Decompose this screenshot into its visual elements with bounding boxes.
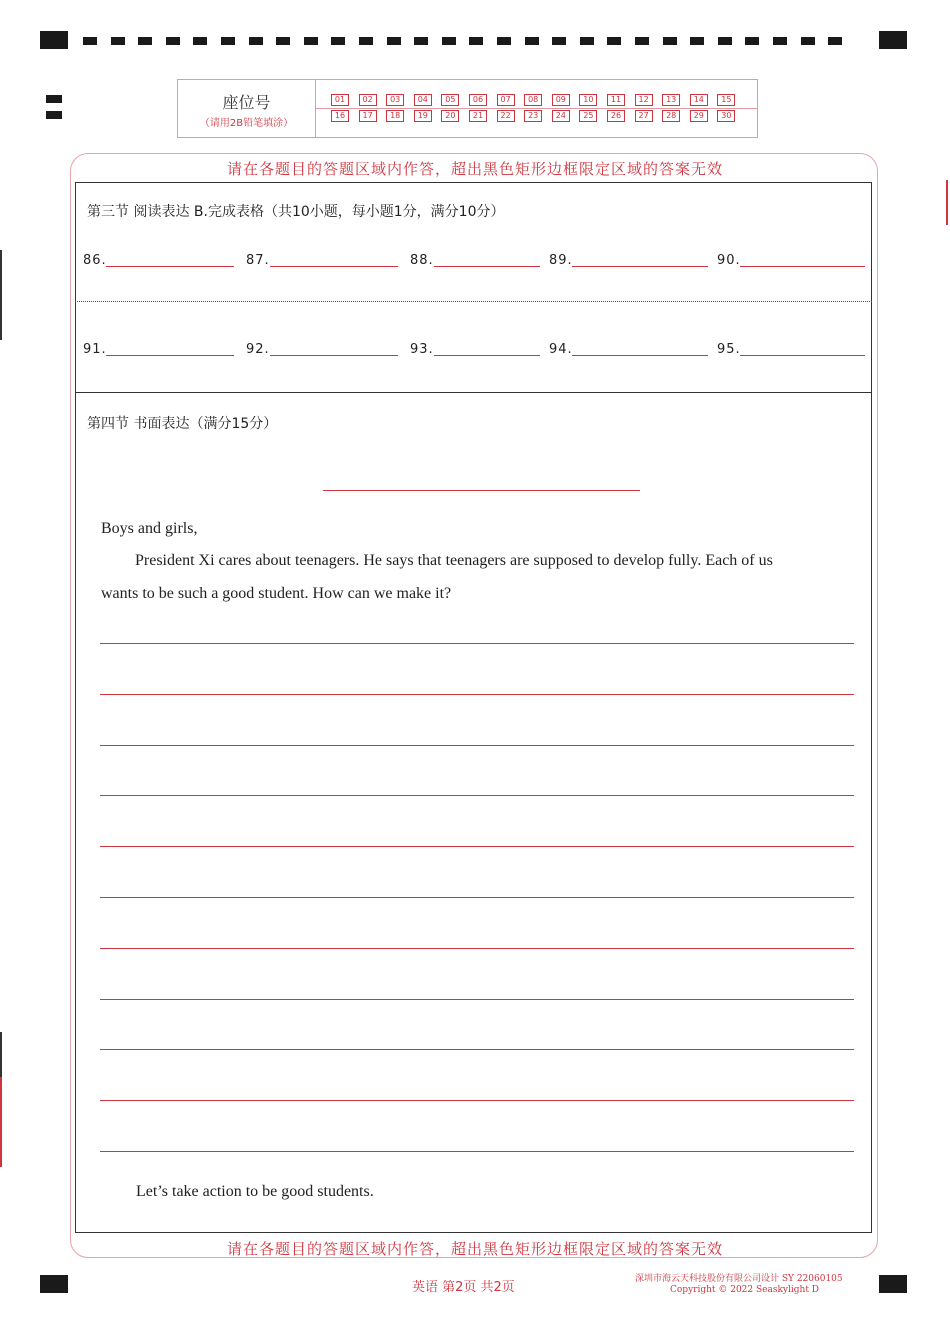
timing-mark	[663, 37, 677, 45]
timing-mark	[193, 37, 207, 45]
seat-bubble-07[interactable]: 07	[497, 94, 515, 106]
timing-mark	[497, 37, 511, 45]
seat-bubble-22[interactable]: 22	[497, 110, 515, 122]
seat-number-box	[177, 79, 758, 138]
answer-blank-93[interactable]	[434, 355, 540, 356]
timing-mark	[166, 37, 180, 45]
seat-bubble-12[interactable]: 12	[635, 94, 653, 106]
seat-bubble-26[interactable]: 26	[607, 110, 625, 122]
timing-mark	[276, 37, 290, 45]
essay-paragraph-line1: President Xi cares about teenagers. He says that teenagers are supposed to develop fully. Each of us	[135, 552, 773, 569]
answer-number-87: 87.	[246, 253, 270, 268]
seat-bubble-04[interactable]: 04	[414, 94, 432, 106]
seat-bubble-25[interactable]: 25	[579, 110, 597, 122]
writing-line[interactable]	[100, 1049, 854, 1050]
seat-bubble-27[interactable]: 27	[635, 110, 653, 122]
corner-marker-bottom-left	[40, 1275, 68, 1293]
answer-number-86: 86.	[83, 253, 107, 268]
seat-bubble-30[interactable]: 30	[717, 110, 735, 122]
left-edge-bar-1	[0, 250, 2, 340]
answer-blank-88[interactable]	[434, 266, 540, 267]
row-divider-dotted	[75, 301, 872, 302]
answer-number-88: 88.	[410, 253, 434, 268]
seat-bubble-16[interactable]: 16	[331, 110, 349, 122]
seat-bubble-09[interactable]: 09	[552, 94, 570, 106]
answer-number-92: 92.	[246, 342, 270, 357]
seat-bubble-06[interactable]: 06	[469, 94, 487, 106]
seat-bubble-19[interactable]: 19	[414, 110, 432, 122]
writing-line[interactable]	[100, 643, 854, 644]
seat-bubble-15[interactable]: 15	[717, 94, 735, 106]
right-edge-bar	[946, 180, 948, 225]
warning-bottom: 请在各题目的答题区域内作答，超出黑色矩形边框限定区域的答案无效	[226, 1240, 723, 1258]
answer-blank-92[interactable]	[270, 355, 398, 356]
seat-bubble-13[interactable]: 13	[662, 94, 680, 106]
essay-title-blank[interactable]	[323, 490, 640, 491]
seat-bubble-08[interactable]: 08	[524, 94, 542, 106]
writing-line[interactable]	[100, 999, 854, 1000]
timing-mark	[580, 37, 594, 45]
seat-bubble-21[interactable]: 21	[469, 110, 487, 122]
credit-line-1: 深圳市海云天科技股份有限公司设计 SY 22060105	[635, 1274, 843, 1284]
writing-line[interactable]	[100, 897, 854, 898]
seat-bubble-23[interactable]: 23	[524, 110, 542, 122]
seat-bubble-28[interactable]: 28	[662, 110, 680, 122]
timing-mark	[331, 37, 345, 45]
seat-note: （请用2B铅笔填涂）	[199, 118, 294, 129]
corner-marker-bottom-right	[879, 1275, 907, 1293]
answer-number-89: 89.	[549, 253, 573, 268]
timing-mark	[828, 37, 842, 45]
answer-blank-89[interactable]	[572, 266, 708, 267]
essay-closing: Let’s take action to be good students.	[136, 1183, 374, 1200]
timing-mark	[801, 37, 815, 45]
seat-bubble-29[interactable]: 29	[690, 110, 708, 122]
timing-mark	[690, 37, 704, 45]
seat-bubble-01[interactable]: 01	[331, 94, 349, 106]
timing-mark	[718, 37, 732, 45]
timing-mark	[304, 37, 318, 45]
essay-paragraph-line2: wants to be such a good student. How can we make it?	[101, 585, 452, 602]
timing-mark	[221, 37, 235, 45]
answer-number-95: 95.	[717, 342, 741, 357]
seat-bubble-18[interactable]: 18	[386, 110, 404, 122]
timing-mark	[552, 37, 566, 45]
writing-line[interactable]	[100, 948, 854, 949]
side-marker-1	[46, 95, 62, 103]
seat-bubble-11[interactable]: 11	[607, 94, 625, 106]
page-label: 英语 第2页 共2页	[412, 1280, 515, 1295]
timing-mark	[635, 37, 649, 45]
answer-blank-94[interactable]	[572, 355, 708, 356]
seat-divider	[315, 108, 757, 109]
seat-bubble-03[interactable]: 03	[386, 94, 404, 106]
answer-blank-90[interactable]	[740, 266, 865, 267]
answer-number-94: 94.	[549, 342, 573, 357]
writing-line[interactable]	[100, 795, 854, 796]
seat-title: 座位号	[222, 93, 271, 112]
seat-bubble-17[interactable]: 17	[359, 110, 377, 122]
writing-line[interactable]	[100, 1151, 854, 1152]
seat-bubble-24[interactable]: 24	[552, 110, 570, 122]
seat-bubble-10[interactable]: 10	[579, 94, 597, 106]
credit-line-2: Copyright © 2022 Seaskylight D	[670, 1285, 820, 1295]
essay-greeting: Boys and girls,	[101, 520, 198, 537]
side-marker-2	[46, 111, 62, 119]
timing-mark	[359, 37, 373, 45]
section-divider	[75, 392, 872, 393]
timing-mark	[138, 37, 152, 45]
timing-mark	[111, 37, 125, 45]
writing-line[interactable]	[100, 846, 854, 847]
corner-marker-top-right	[879, 31, 907, 49]
seat-bubble-05[interactable]: 05	[441, 94, 459, 106]
answer-number-93: 93.	[410, 342, 434, 357]
seat-bubble-14[interactable]: 14	[690, 94, 708, 106]
timing-mark	[414, 37, 428, 45]
timing-mark	[387, 37, 401, 45]
timing-mark	[745, 37, 759, 45]
timing-mark	[249, 37, 263, 45]
timing-mark	[83, 37, 97, 45]
answer-blank-87[interactable]	[270, 266, 398, 267]
answer-blank-95[interactable]	[740, 355, 865, 356]
seat-bubble-20[interactable]: 20	[441, 110, 459, 122]
seat-bubble-02[interactable]: 02	[359, 94, 377, 106]
writing-line[interactable]	[100, 1100, 854, 1101]
section3-title: 第三节 阅读表达 B.完成表格（共10小题，每小题1分，满分10分）	[87, 204, 505, 220]
answer-blank-91[interactable]	[106, 355, 234, 356]
timing-mark	[469, 37, 483, 45]
timing-mark	[442, 37, 456, 45]
left-edge-bar-3	[0, 1077, 2, 1167]
timing-mark	[773, 37, 787, 45]
timing-mark	[607, 37, 621, 45]
answer-number-91: 91.	[83, 342, 107, 357]
section4-title: 第四节 书面表达（满分15分）	[87, 416, 278, 432]
warning-top: 请在各题目的答题区域内作答，超出黑色矩形边框限定区域的答案无效	[226, 160, 723, 178]
corner-marker-top-left	[40, 31, 68, 49]
writing-line[interactable]	[100, 745, 854, 746]
answer-number-90: 90.	[717, 253, 741, 268]
answer-box	[75, 182, 872, 1233]
timing-mark	[525, 37, 539, 45]
seat-label-cell	[178, 80, 316, 137]
left-edge-bar-2	[0, 1032, 2, 1077]
writing-line[interactable]	[100, 694, 854, 695]
answer-blank-86[interactable]	[106, 266, 234, 267]
